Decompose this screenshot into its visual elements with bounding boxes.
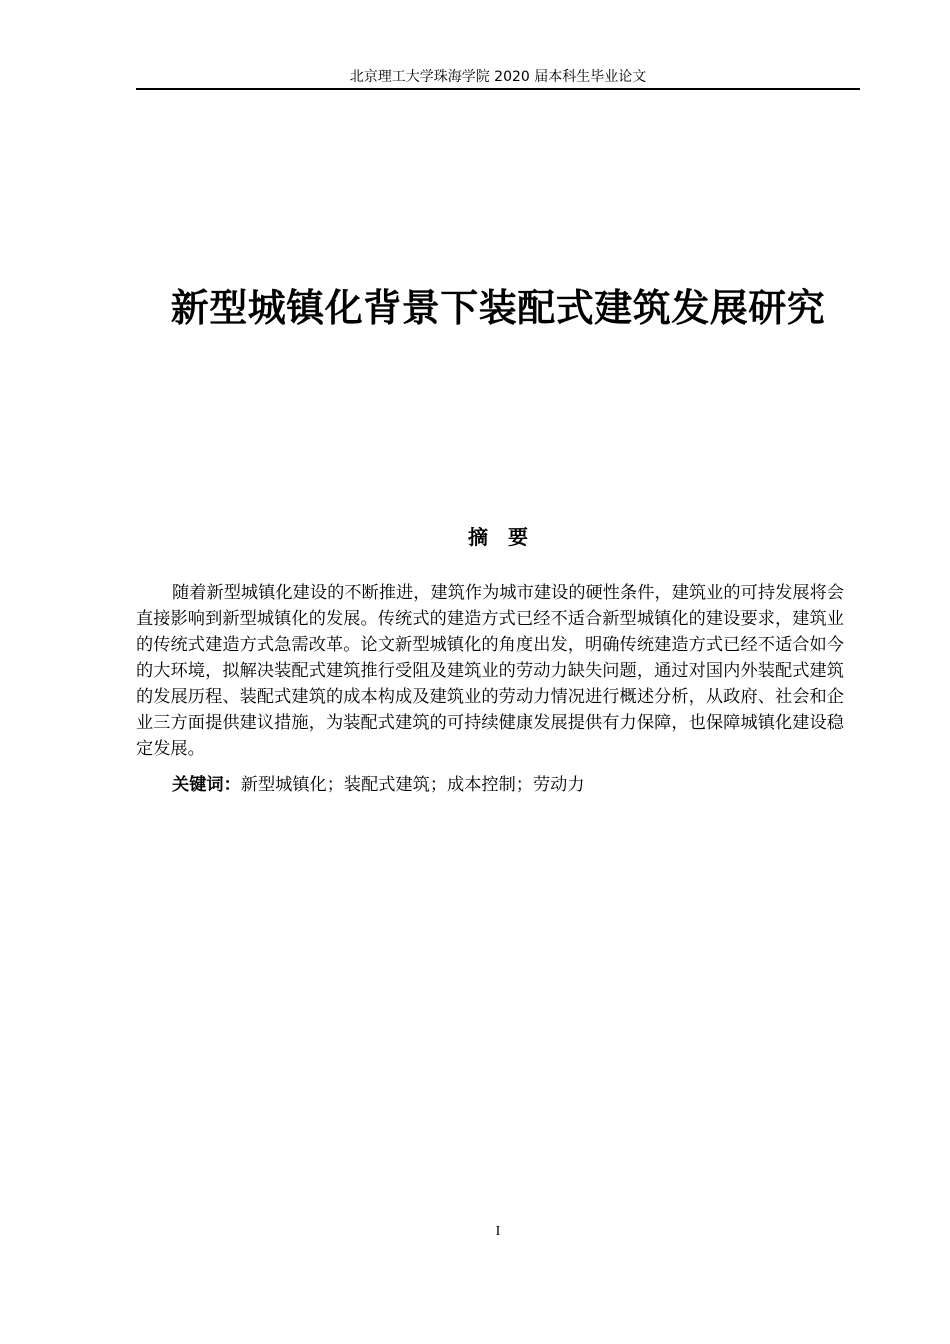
keywords-label: 关键词：: [172, 775, 241, 795]
thesis-title: 新型城镇化背景下装配式建筑发展研究: [170, 285, 826, 330]
page-number: I: [495, 1224, 501, 1239]
abstract-heading: 摘 要: [468, 525, 528, 549]
keywords-line: [172, 772, 844, 798]
abstract-body: 随着新型城镇化建设的不断推进，建筑作为城市建设的硬性条件，建筑业的可持发展将会直接影响到新型城镇化的发展。传统式的建造方式已经不适合新型城镇化的建设要求，建筑业的传统式建造方式急需改革。论文新型城镇化的角度出发，明确传统建造方式已经不适合如今的大环境，拟解决装配式建筑推行受阻及建筑业的劳动力缺失问题，通过对国内外装配式建筑的发展历程、装配式建筑的成本构成及建筑业的劳动力情况进行概述分析，从政府、社会和企业三方面提供建议措施，为装配式建筑的可持续健康发展提供有力保障，也保障城镇化建设稳定发展。: [136, 583, 844, 759]
keywords-text: 新型城镇化；装配式建筑；成本控制；劳动力: [240, 775, 585, 795]
header-rule: [136, 88, 860, 90]
running-header: 北京理工大学珠海学院 2020 届本科生毕业论文: [349, 69, 647, 85]
